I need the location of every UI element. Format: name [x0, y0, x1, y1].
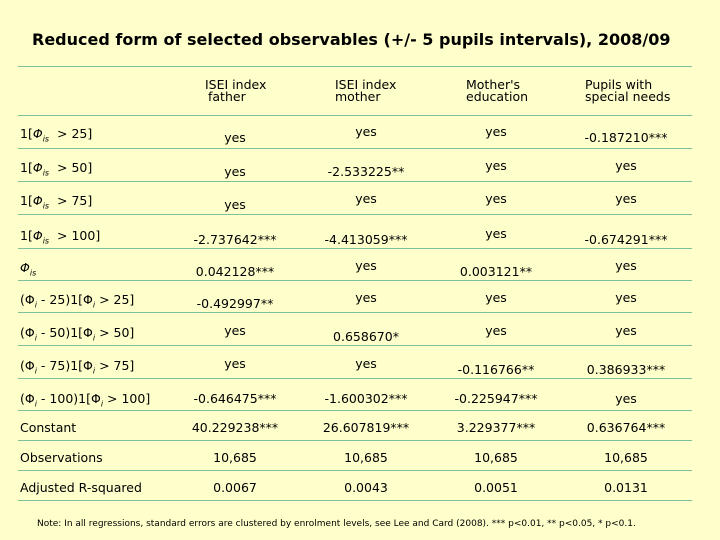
table-cell: yes: [355, 290, 377, 305]
table-cell: yes: [224, 356, 246, 371]
table-cell: 10,685: [344, 450, 388, 465]
table-cell: 0.0043: [344, 480, 388, 495]
row-rule: [18, 312, 692, 313]
table-cell: yes: [485, 323, 507, 338]
row-label-part: is: [42, 168, 50, 178]
table-cell: yes: [485, 290, 507, 305]
table-cell: yes: [355, 124, 377, 139]
table-cell: -1.600302***: [324, 391, 408, 406]
table-cell: -0.674291***: [584, 232, 668, 247]
column-header-line2: special needs: [585, 89, 671, 104]
table-cell: 0.636764***: [586, 420, 666, 435]
column-header-line1: ISEI index: [205, 77, 267, 92]
table-cell: yes: [615, 323, 637, 338]
row-label-part: (Φ: [20, 292, 35, 307]
column-header-line1: Pupils with: [585, 77, 653, 92]
table-cell: -0.492997**: [196, 296, 274, 311]
table-cell: 10,685: [213, 450, 257, 465]
row-label-part: i: [92, 366, 96, 376]
row-label-part: Φ: [20, 260, 30, 275]
row-label: [20, 160, 92, 178]
row-rule: [18, 378, 692, 379]
table-cell: 0.0131: [604, 480, 648, 495]
table-cell: yes: [615, 290, 637, 305]
row-rule: [18, 248, 692, 249]
row-label: [20, 480, 142, 495]
row-label-part: Constant: [20, 420, 77, 435]
table-cell: 0.042128***: [195, 264, 275, 279]
table-cell: 0.0051: [474, 480, 518, 495]
row-label: [20, 420, 76, 435]
table-cell: -0.646475***: [193, 391, 277, 406]
row-label-part: is: [42, 201, 50, 211]
table-cell: 10,685: [604, 450, 648, 465]
table-cell: -0.116766**: [457, 362, 535, 377]
row-label-part: 1[: [20, 160, 33, 175]
column-header-line2: education: [466, 89, 529, 104]
row-label-part: 1[: [20, 126, 33, 141]
row-rule: [18, 470, 692, 471]
row-label-part: Φ: [32, 228, 43, 243]
row-rule: [18, 280, 692, 281]
table-cell: 0.386933***: [586, 362, 666, 377]
page-title: Reduced form of selected observables (+/- 5 pupils intervals), 2008/09: [32, 30, 671, 49]
table-cell: yes: [224, 130, 246, 145]
row-label-part: Φ: [32, 126, 43, 141]
row-label: [20, 358, 134, 376]
row-label-part: - 50)1[Φ: [36, 325, 93, 340]
table-cell: 0.0067: [213, 480, 257, 495]
row-label-part: > 25]: [95, 292, 135, 307]
row-label-part: > 100]: [103, 391, 151, 406]
row-label-part: (Φ: [20, 358, 35, 373]
row-label-part: > 50]: [49, 160, 93, 175]
row-label: [20, 228, 100, 246]
table-cell: yes: [485, 191, 507, 206]
table-cell: -0.225947***: [454, 391, 538, 406]
column-header-line1: Mother's: [466, 77, 521, 92]
row-label-part: 1[: [20, 228, 33, 243]
row-label: [20, 391, 150, 409]
table-cell: -0.187210***: [584, 130, 668, 145]
column-header-line1: ISEI index: [335, 77, 397, 92]
row-label: [20, 126, 92, 144]
row-label-part: i: [92, 333, 96, 343]
row-rule: [18, 345, 692, 346]
row-label-part: (Φ: [20, 325, 35, 340]
row-rule: [18, 440, 692, 441]
row-label-part: Observations: [20, 450, 103, 465]
row-label-part: 1[: [20, 193, 33, 208]
column-header-mothers-education: [466, 79, 528, 103]
table-cell: 26.607819***: [322, 420, 410, 435]
row-label: [20, 292, 134, 310]
table-cell: 10,685: [474, 450, 518, 465]
row-label-part: > 75]: [95, 358, 135, 373]
row-label-part: is: [42, 134, 50, 144]
row-label: [20, 193, 92, 211]
row-label: [20, 325, 134, 343]
table-cell: yes: [485, 124, 507, 139]
table-cell: yes: [615, 158, 637, 173]
table-cell: yes: [615, 191, 637, 206]
row-label-part: Φ: [32, 160, 43, 175]
table-cell: yes: [485, 226, 507, 241]
row-label-part: i: [34, 333, 37, 343]
row-label-part: i: [34, 300, 37, 310]
row-label-part: Adjusted R-squared: [20, 480, 142, 495]
column-header-special-needs: [585, 79, 670, 103]
table-cell: yes: [224, 164, 246, 179]
row-label-part: Φ: [32, 193, 43, 208]
row-label-part: i: [34, 399, 37, 409]
row-rule: [18, 148, 692, 149]
row-label-part: i: [92, 300, 96, 310]
table-cell: yes: [355, 258, 377, 273]
row-label-part: - 100)1[Φ: [36, 391, 101, 406]
row-rule: [18, 500, 692, 501]
row-label-part: > 100]: [49, 228, 101, 243]
row-label-part: > 25]: [49, 126, 93, 141]
row-label-part: is: [42, 236, 50, 246]
table-cell: yes: [485, 158, 507, 173]
row-label: [20, 260, 36, 278]
table-cell: 3.229377***: [456, 420, 536, 435]
table-cell: 0.003121**: [459, 264, 533, 279]
row-rule: [18, 410, 692, 411]
row-label-part: i: [34, 366, 37, 376]
row-rule: [18, 181, 692, 182]
table-cell: -2.737642***: [193, 232, 277, 247]
table-cell: yes: [224, 323, 246, 338]
table-cell: -4.413059***: [324, 232, 408, 247]
row-label: [20, 450, 103, 465]
row-label-part: > 75]: [49, 193, 93, 208]
row-label-part: - 25)1[Φ: [36, 292, 93, 307]
column-header-isei-mother: [335, 79, 396, 103]
row-label-part: (Φ: [20, 391, 35, 406]
table-cell: -2.533225**: [327, 164, 405, 179]
row-label-part: - 75)1[Φ: [36, 358, 93, 373]
table-cell: 40.229238***: [191, 420, 279, 435]
table-cell: yes: [355, 191, 377, 206]
table-cell: 0.658670*: [333, 329, 399, 344]
row-label-part: > 50]: [95, 325, 135, 340]
top-rule: [18, 66, 692, 67]
column-header-isei-father: [205, 79, 266, 103]
table-cell: yes: [615, 391, 637, 406]
row-label-part: i: [100, 399, 104, 409]
footnote: Note: In all regressions, standard errors are clustered by enrolment levels, see Lee and Card (2008). *** p<0.01, ** p<0.05, * p<0.1.: [37, 519, 636, 529]
table-cell: yes: [615, 258, 637, 273]
row-rule: [18, 214, 692, 215]
table-cell: yes: [355, 356, 377, 371]
row-label-part: is: [29, 268, 37, 278]
column-header-line2: father: [208, 89, 246, 104]
header-rule: [18, 115, 692, 116]
column-header-line2: mother: [335, 89, 381, 104]
table-cell: yes: [224, 197, 246, 212]
